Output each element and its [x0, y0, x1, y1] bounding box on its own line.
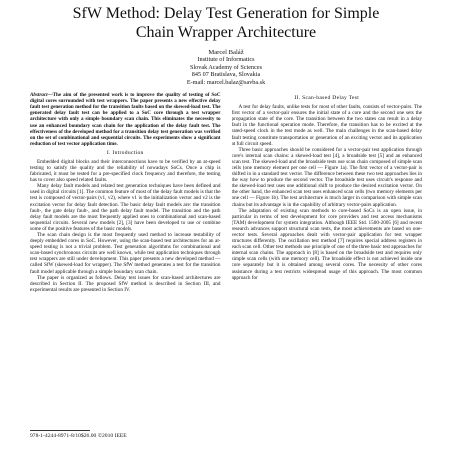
- scan-paragraph: The adaptation of existing scan methods to core-based SoCs is an open issue, in particular in terms of test development for core providers and test access mechanisms (TAM) development for system integration. Although IEEE Std. 1500-2005 [6] and recent research advances support structural scan tests, the most achievements are based on one-vector tests. Several approaches dealt with vector-pair application for test wrapper structures differently. The oscillation test method [7] requires special address registers in each scan cell. Other test methods use principle of one of the three basic test approaches for internal scan chains. The approach in [8] is based on the broadside test and requires only simple scan cells (with one memory cell). The broadside effect is not achieved inside one core separately but it is obtained among several cores. The necessity of other cores assistance during a test restricts widespread usage of this approach. The most common approach for: [231, 207, 422, 281]
- intro-paragraph: The paper is organized as follows. Delay test issues for scan-based architectures are described in Section II. The proposed SfW method is described in Section III, and experimental results are presented in Section IV.: [30, 274, 221, 293]
- two-column-body: [30, 92, 422, 293]
- abstract: [30, 92, 221, 147]
- section-heading-introduction: I. Introduction: [106, 149, 144, 156]
- footer-rule: [30, 430, 90, 431]
- abstract-lead: Abstract: [30, 92, 48, 99]
- author-email: E-mail: marcel.balaz@savba.sk: [186, 78, 266, 86]
- author-name: Marcel Baláž: [208, 49, 244, 56]
- author-affiliation-2: Slovak Academy of Sciences: [190, 63, 262, 71]
- title-line-2: Chain Wrapper Architecture: [135, 24, 317, 41]
- intro-paragraph: The scan chain design is the most frequently used method to increase testability of deeply embedded cores in SoC. However, using the scan-based test architectures for an at-speed testing is not a trivial problem. Test generation algorithms for combinational and scan-based synchronous circuits are well known, while test application techniques through test wrappers are still under development. This paper presents a new developed method — called SfW (skewed-load for wrapper). The SfW method generates a test for the transition fault model applicable through a simple boundary scan chain.: [30, 232, 221, 275]
- copyright-footer: 978-1-4244-8971-8/10$26.00 ©2010 IEEE: [30, 433, 127, 439]
- intro-paragraph: Embedded digital blocks and their interconnections have to be verified by an at-speed testing to satisfy the quality and the reliability of nowadays SoCs. Once a chip is fabricated, it must be tested for a pre-specified clock frequency and therefore, the testing has to cover also speed related faults.: [30, 158, 221, 184]
- author-affiliation-1: Institute of Informatics: [197, 56, 255, 64]
- abstract-text: —The aim of the presented work is to improve the quality of testing of SoC digital cores surrounded with test wrappers. The paper presents a new effective delay fault test generation method for the transition faults based on the skewed-load test. The generated delay fault test can be applied to a SoC core through a test wrapper architecture with only a simple boundary scan chain. This eliminates the necessity to use an enhanced boundary scan chain for the application of the delay fault test. The effectiveness of the developed method for a transition delay test generation was verified on the set of combinational and sequential circuits. The experiments show a significant reduction of test vector application time.: [30, 92, 221, 147]
- scan-paragraph: Three basic approaches should be considered for a vector-pair test application through core's internal scan chains: a skewed-load test [4], a broadside test [5] and an enhanced scan test. The skewed-load and the broadside tests use scan chain composed of simple scan cells (one memory element per one cell — Figure 1a). The first vector of a vector-pair is shifted in in a standard test vector. The difference between these two test approaches lies in the way how to produce the second vector. The broadside test uses circuit's response and the skewed-load test uses one additional shift to produce the desired excitation vector. On the other hand, the enhanced scan test uses enhanced scan cells (two memory elements per one cell — Figure 1b). The test architecture is much larger in comparison with simple scan chains but its advantage is in the capability of arbitrary vector-pairs application.: [231, 146, 422, 208]
- intro-paragraph: Many delay fault models and related test generation techniques have been defined and used in digital circuits [1]. The common feature of most of the delay fault models is that the test is composed of vector-pairs (v1, v2), where v1 is the initialization vector and v2 is the excitation vector for delay fault detection. The basic delay fault models are: the transition fault-, the gate delay fault-, and the path delay fault model. The transition and the path delay fault models are the most frequently applied ones to combinational and scan-based sequential circuits. Several new models [2], [3] have been developed to use or combine some of the positive features of the basic models.: [30, 183, 221, 232]
- title-line-1: SfW Method: Delay Test Generation for Simple: [72, 5, 380, 22]
- paper-title: [30, 0, 422, 42]
- section-heading-scan-based-delay-test: II. Scan-based Delay Test: [294, 95, 360, 102]
- right-column: [232, 92, 423, 293]
- left-column: [30, 92, 221, 293]
- scan-paragraph: A test for delay faults, unlike tests for most of other faults, consists of vector-pairs. The first vector of a vector-pair ensures the initial state of a core and the second one sets the propagation state of the core. The transition between the two states can result in a delay fault in the functional operation mode. Therefore, the transition has to be excited at the rated-speed clock in the test mode as well. The main challenges in the scan-based delay fault testing constitute transportation or generation of an exciting vector and its application at full circuit speed.: [231, 104, 422, 147]
- author-affiliation-3: 845 07 Bratislava, Slovakia: [191, 71, 261, 79]
- author-block: [30, 49, 422, 86]
